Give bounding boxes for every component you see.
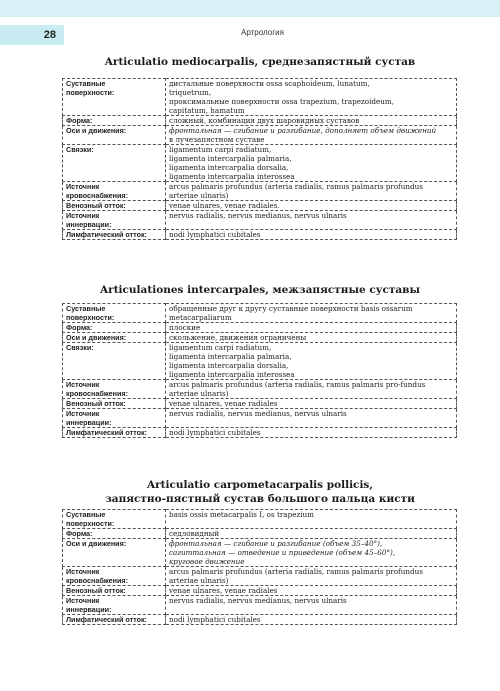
row-value-line: седловидный [169,529,220,538]
row-label [63,126,166,145]
row-value-line: ligamenta intercarpalia interossea [169,370,295,379]
row-label-line: Источник [66,567,100,576]
row-value [166,323,457,333]
row-value [166,586,457,596]
row-value [166,201,457,211]
table-row [63,399,457,409]
joint-spec-table [62,509,457,625]
row-value [166,304,457,323]
row-label [63,201,166,211]
row-value-line: ligamenta intercarpalia dorsalia, [169,163,289,172]
row-value-line: скольжение, движения ограничены [169,333,307,342]
row-label-line: Суставные [66,304,106,313]
table-row [63,343,457,380]
row-value [166,145,457,182]
row-value-line: arcus palmaris profundus (arteria radialis, ramus palmaris profundus [169,182,423,191]
table-row [63,116,457,126]
row-value-line: ligamentum carpi radiatum, [169,343,272,352]
row-label [63,529,166,539]
row-value-line: фронтальная — сгибание и разгибание, дополняет объем движений [169,126,437,135]
row-label [63,116,166,126]
row-value-line: venae ulnares, venae radiales [169,586,278,595]
running-head: Артрология [241,28,284,37]
table-row [63,230,457,240]
row-value-line: nervus radialis, nervus medianus, nervus ulnaris [169,211,347,220]
row-label-line: Форма: [66,323,93,332]
row-value-line: круговое движение [169,557,245,566]
table-row [63,539,457,567]
row-label-line: Источник [66,596,100,605]
row-label-line: поверхности: [66,519,115,528]
table-row [63,323,457,333]
row-value [166,539,457,567]
table-row [63,615,457,625]
row-value [166,333,457,343]
row-label-line: Оси и движения: [66,539,127,548]
section-title-line: запястно-пястный сустав большого пальца кисти [105,493,415,505]
table-row [63,428,457,438]
row-label-line: Лимфатический отток: [66,428,147,437]
row-label [63,304,166,323]
row-label-line: кровоснабжения: [66,576,129,585]
row-value-line: фронтальная — сгибание и разгибание (объем 35–40°), [169,539,383,548]
table-row [63,304,457,323]
row-value-line: arteriae ulnaris) [169,191,229,200]
row-value-line: basis ossis metacarpalis I, os trapezium [169,510,314,519]
row-value-line: обращенные друг к другу суставные поверхности basis ossarum [169,304,413,313]
row-value-line: ligamenta intercarpalia palmaria, [169,352,292,361]
row-label-line: иннервации: [66,220,112,229]
row-value-line: capitatum, hamatum [169,106,245,115]
row-value-line: ligamenta intercarpalia dorsalia, [169,361,289,370]
table-row [63,333,457,343]
row-value-line: плоские [169,323,201,332]
row-label-line: Венозный отток: [66,399,126,408]
row-value [166,428,457,438]
row-label-line: кровоснабжения: [66,389,129,398]
row-value-line: ligamenta intercarpalia palmaria, [169,154,292,163]
table-row [63,201,457,211]
table-row [63,79,457,116]
row-label-line: Суставные [66,79,106,88]
row-label-line: иннервации: [66,605,112,614]
row-label-line: Венозный отток: [66,586,126,595]
row-value [166,126,457,145]
row-label [63,586,166,596]
row-value [166,399,457,409]
row-label [63,182,166,201]
row-label [63,567,166,586]
row-value-line: arteriae ulnaris) [169,389,229,398]
page-number: 28 [0,25,64,45]
row-label [63,323,166,333]
row-value-line: ligamenta intercarpalia interossea [169,172,295,181]
row-value-line: сагиттальная — отведение и приведение (объем 45–60°), [169,548,396,557]
row-label-line: Оси и движения: [66,333,127,342]
row-label [63,211,166,230]
row-label-line: Источник [66,380,100,389]
table-row [63,586,457,596]
row-label [63,380,166,399]
row-label [63,596,166,615]
row-value [166,615,457,625]
row-label [63,399,166,409]
row-value [166,567,457,586]
row-value-line: nervus radialis, nervus medianus, nervus ulnaris [169,596,347,605]
row-value-line: проксимальные поверхности ossa trapezium, trapezoideum, [169,97,394,106]
row-label-line: Источник [66,409,100,418]
section-title [60,283,460,297]
row-label [63,428,166,438]
row-label [63,615,166,625]
row-label-line: Источник [66,182,100,191]
row-value-line: metacarpaliarum [169,313,232,322]
row-value [166,380,457,399]
row-value-line: triquetrum, [169,88,212,97]
row-value-line: venae ulnares, venae radiales. [169,201,280,210]
section-title-line: Articulatio mediocarpalis, среднезапястный сустав [104,56,416,68]
row-label-line: кровоснабжения: [66,191,129,200]
row-value-line: ligamentum carpi radiatum, [169,145,272,154]
row-label [63,343,166,380]
table-row [63,145,457,182]
table-row [63,596,457,615]
row-label [63,230,166,240]
row-label [63,510,166,529]
row-label-line: Лимфатический отток: [66,615,147,624]
row-value-line: arcus palmaris profundus (arteria radialis, ramus palmaris profundus [169,567,423,576]
row-value-line: arcus palmaris profundus (arteria radialis, ramus palmaris pro-fundus [169,380,426,389]
row-label [63,145,166,182]
row-value-line: arteriae ulnaris) [169,576,229,585]
section-title-line: Articulationes intercarpales, межзапястные суставы [100,284,420,296]
row-label-line: Связки: [66,343,94,352]
row-value [166,230,457,240]
row-label-line: Форма: [66,529,93,538]
row-value-line: nodi lymphatici cubitales [169,428,261,437]
row-label-line: поверхности: [66,313,115,322]
row-label-line: Оси и движения: [66,126,127,135]
row-label-line: поверхности: [66,88,115,97]
row-value-line: дистальные поверхности ossa scaphoideum, lunatum, [169,79,370,88]
table-row [63,126,457,145]
row-label-line: Связки: [66,145,94,154]
row-value [166,343,457,380]
row-value-line: nodi lymphatici cubitales [169,615,261,624]
row-value [166,409,457,428]
row-value [166,596,457,615]
table-row [63,529,457,539]
joint-spec-table [62,78,457,240]
joint-spec-table [62,303,457,438]
table-row [63,567,457,586]
section-title [60,478,460,506]
header-band [0,0,500,17]
row-label [63,333,166,343]
table-row [63,182,457,201]
table-row [63,380,457,399]
row-value [166,182,457,201]
row-label-line: Суставные [66,510,106,519]
row-label-line: Форма: [66,116,93,125]
row-value [166,211,457,230]
row-value-line: сложный, комбинация двух шаровидных суставов [169,116,360,125]
row-value [166,116,457,126]
section-title [60,55,460,69]
row-value-line: nervus radialis, nervus medianus, nervus ulnaris [169,409,347,418]
row-label [63,539,166,567]
row-value [166,529,457,539]
row-label-line: Источник [66,211,100,220]
row-label-line: Лимфатический отток: [66,230,147,239]
row-value-line: nodi lymphatici cubitales [169,230,261,239]
row-label [63,409,166,428]
table-row [63,510,457,529]
row-value-line: venae ulnares, venae radiales [169,399,278,408]
row-value [166,510,457,529]
row-label [63,79,166,116]
row-label-line: иннервации: [66,418,112,427]
section-title-line: Articulatio carpometacarpalis pollicis, [146,479,374,491]
row-value [166,79,457,116]
row-label-line: Венозный отток: [66,201,126,210]
table-row [63,409,457,428]
table-row [63,211,457,230]
row-value-line: в лучезапястном суставе [169,135,265,144]
